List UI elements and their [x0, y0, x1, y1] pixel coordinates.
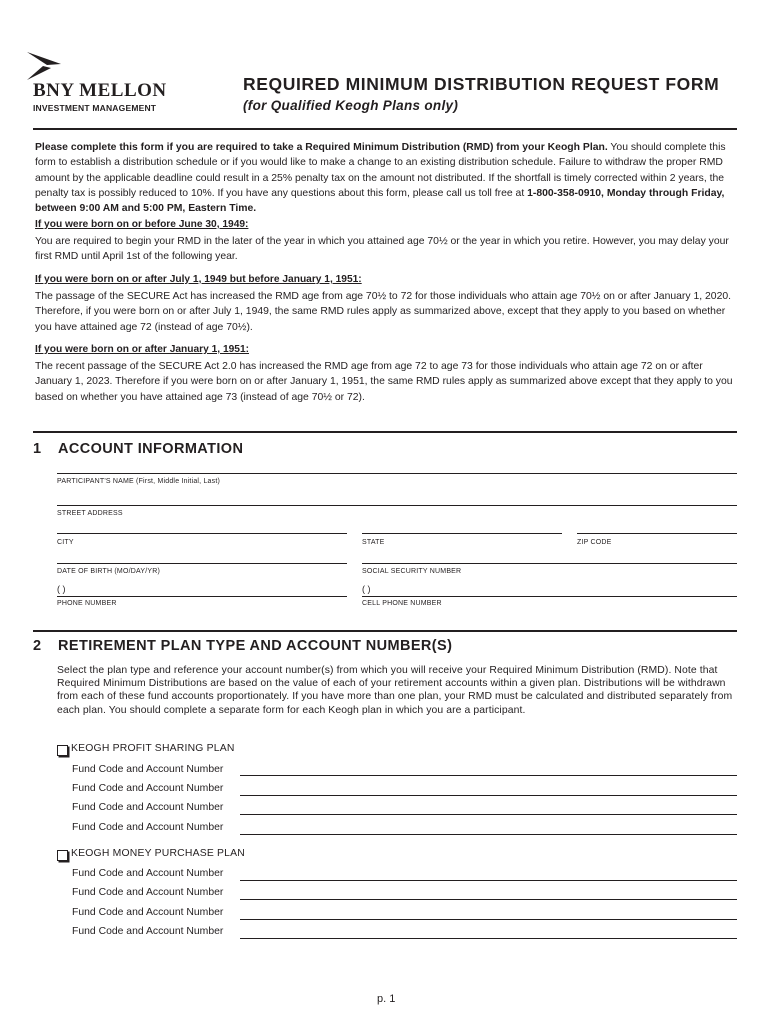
ssn-label: SOCIAL SECURITY NUMBER [362, 568, 462, 575]
section-2-instructions: Select the plan type and reference your account number(s) from which you will receive your Required Minimum Distribution (RMD). Note that Required Minimum Distributions are based on the value of each of your retirement accounts within a given plan. Distributions will be withdrawn from each of these fund accounts proportionately. If you have more than one plan, your RMD must be calculated and distributed separately from each plan. You should complete a separate form for each Keogh plan in which you are a participant. [57, 665, 733, 716]
fund-code-label: Fund Code and Account Number [72, 783, 224, 794]
fund-code-input[interactable] [240, 899, 737, 900]
form-title: REQUIRED MINIMUM DISTRIBUTION REQUEST FORM [243, 74, 720, 94]
fund-code-label: Fund Code and Account Number [72, 764, 224, 775]
rule-text-1: You are required to begin your RMD in the later of the year in which you attained age 70½ or the year in which you retire. However, you may delay your first RMD until April 1st of the following year. [35, 236, 729, 263]
keogh-profit-sharing-checkbox[interactable] [57, 745, 68, 756]
fund-code-input[interactable] [240, 814, 737, 815]
fund-code-label: Fund Code and Account Number [72, 926, 224, 937]
zip-code-label: ZIP CODE [577, 539, 612, 546]
section-1-divider [33, 431, 737, 433]
participant-name-field[interactable] [57, 473, 737, 474]
section-1-title: ACCOUNT INFORMATION [58, 441, 244, 457]
state-label: STATE [362, 539, 385, 546]
cell-phone-field[interactable] [362, 596, 737, 597]
intro-phone: 1-800-358-0910, Monday through Friday, between 9:00 AM and 5:00 PM, Eastern Time. [35, 187, 725, 215]
brand-name: BNY MELLON [33, 80, 167, 101]
section-2-divider [33, 630, 737, 632]
keogh-profit-sharing-label: KEOGH PROFIT SHARING PLAN [71, 743, 235, 754]
date-of-birth-label: DATE OF BIRTH (MO/DAY/YR) [57, 568, 161, 575]
fund-code-input[interactable] [240, 919, 737, 920]
street-address-label: STREET ADDRESS [57, 510, 123, 517]
page-number: p. 1 [377, 993, 396, 1005]
fund-code-label: Fund Code and Account Number [72, 868, 224, 879]
participant-name-label: PARTICIPANT'S NAME (First, Middle Initial, Last) [57, 478, 221, 485]
rule-text-2: The passage of the SECURE Act has increased the RMD age from age 70½ to 72 for those individuals who attain age 70½ on or after January 1, 2020. Therefore, if you were born on or after July 1, 1949, the same RMD rules apply as summarized above, except that they apply to you based on whether you have attained age 72 (instead of age 70½). [35, 291, 732, 333]
date-of-birth-field[interactable] [57, 563, 347, 564]
keogh-money-purchase-label: KEOGH MONEY PURCHASE PLAN [71, 848, 245, 859]
brand-subtitle: INVESTMENT MANAGEMENT [33, 103, 157, 113]
phone-number-field[interactable] [57, 596, 347, 597]
phone-area-code: ( ) [57, 584, 66, 594]
form-subtitle: (for Qualified Keogh Plans only) [243, 98, 459, 113]
street-address-field[interactable] [57, 505, 737, 506]
fund-code-label: Fund Code and Account Number [72, 822, 224, 833]
rule-heading-1: If you were born on or before June 30, 1949: [35, 219, 249, 230]
fund-code-input[interactable] [240, 775, 737, 776]
section-1-number: 1 [33, 441, 42, 457]
header-divider [33, 128, 737, 130]
cell-phone-label: CELL PHONE NUMBER [362, 600, 442, 607]
section-2-title: RETIREMENT PLAN TYPE AND ACCOUNT NUMBER(S) [58, 638, 453, 654]
intro-bold-lead: Please complete this form if you are required to take a Required Minimum Distribution (RMD) from your Keogh Plan. [35, 142, 608, 153]
city-field[interactable] [57, 533, 347, 534]
bny-mellon-logo-icon [27, 52, 61, 80]
fund-code-label: Fund Code and Account Number [72, 887, 224, 898]
fund-code-label: Fund Code and Account Number [72, 802, 224, 813]
zip-code-field[interactable] [577, 533, 737, 534]
fund-code-input[interactable] [240, 880, 737, 881]
ssn-field[interactable] [362, 563, 737, 564]
phone-number-label: PHONE NUMBER [57, 600, 117, 607]
rule-heading-3: If you were born on or after January 1, 1951: [35, 344, 250, 355]
rule-text-3: The recent passage of the SECURE Act 2.0 has increased the RMD age from age 72 to age 73 for those individuals who attain age 72 on or after January 1, 2023. Therefore if you were born on or after January 1, 1951, the same RMD rules apply as summarized above except that they apply to you based on whether you have attained age 73 (instead of age 70½ or 72). [35, 361, 733, 403]
keogh-money-purchase-checkbox[interactable] [57, 850, 68, 861]
cell-area-code: ( ) [362, 584, 371, 594]
fund-code-input[interactable] [240, 938, 737, 939]
intro-text: You should complete this form to establish a distribution schedule or if you would like to make a change to an existing distribution schedule. Failure to withdraw the proper RMD amount by the applicable deadline could result in a 25% penalty tax on the amount not distributed. If the shortfall is timely corrected within 2 years, the penalty tax is possibly reduced to 10%. If you have any questions about this form, please call us toll free at [35, 142, 726, 199]
rule-heading-2: If you were born on or after July 1, 1949 but before January 1, 1951: [35, 274, 362, 285]
fund-code-label: Fund Code and Account Number [72, 907, 224, 918]
state-field[interactable] [362, 533, 562, 534]
intro-paragraph [35, 140, 735, 216]
fund-code-input[interactable] [240, 795, 737, 796]
section-2-number: 2 [33, 638, 42, 654]
fund-code-input[interactable] [240, 834, 737, 835]
city-label: CITY [57, 539, 74, 546]
